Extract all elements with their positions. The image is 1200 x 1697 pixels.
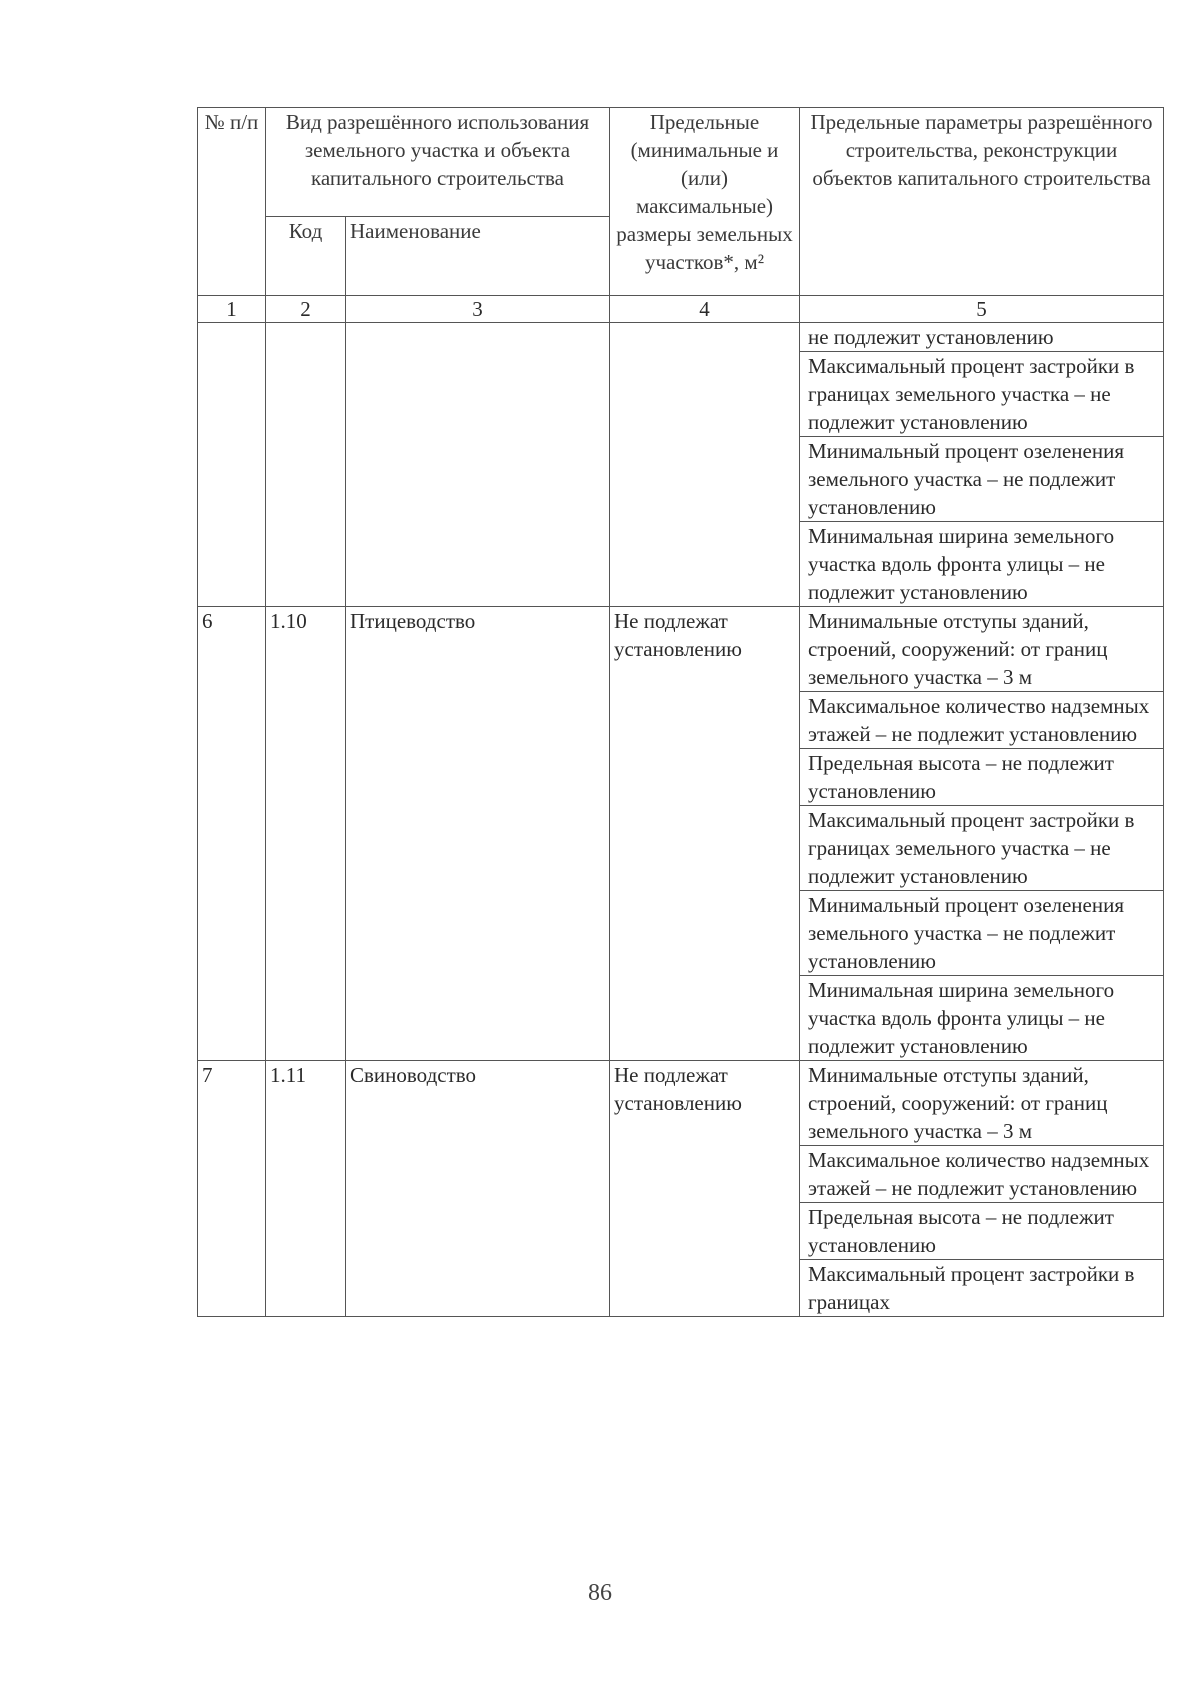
page-number: 86: [588, 1580, 612, 1606]
row-name: Птицеводство: [346, 607, 610, 1061]
param-item: Максимальный процент застройки в границах земельного участка – не подлежит установлению: [800, 806, 1163, 891]
param-item: Максимальное количество надземных этажей – не подлежит установлению: [800, 1146, 1163, 1203]
row-code: 1.10: [266, 607, 346, 1061]
param-item: Минимальный процент озеленения земельного участка – не подлежит установлению: [800, 891, 1163, 976]
param-item: Максимальный процент застройки в границах: [808, 1262, 1135, 1314]
param-item: Минимальные отступы зданий, строений, сооружений: от границ земельного участка – 3 м: [800, 607, 1163, 692]
column-number: 3: [346, 296, 610, 323]
params-cell: [800, 1061, 1164, 1317]
column-number-row: [198, 296, 1164, 323]
column-number: 5: [800, 296, 1164, 323]
param-item: Минимальный процент озеленения земельного участка – не подлежит установлению: [800, 437, 1163, 522]
param-item: Максимальное количество надземных этажей – не подлежит установлению: [800, 692, 1163, 749]
param-item: Минимальные отступы зданий, строений, сооружений: от границ земельного участка – 3 м: [800, 1061, 1163, 1146]
land-use-table: [197, 107, 1164, 1317]
header-plot-sizes: Предельные (минимальные и (или) максимальные) размеры земельных участков*, м²: [610, 108, 800, 296]
row-name: Свиноводство: [346, 1061, 610, 1317]
header-code: Код: [266, 217, 346, 296]
table-row: [198, 607, 1164, 1061]
param-item: Максимальный процент застройки в границах земельного участка – не подлежит установлению: [800, 352, 1163, 437]
param-item: Предельная высота – не подлежит установлению: [800, 749, 1163, 806]
header-number: № п/п: [198, 108, 266, 296]
header-construction-params: Предельные параметры разрешённого строительства, реконструкции объектов капитального строительства: [800, 108, 1164, 296]
column-number: 1: [198, 296, 266, 323]
param-item: Предельная высота – не подлежит установлению: [800, 1203, 1163, 1260]
param-item: Минимальная ширина земельного участка вдоль фронта улицы – не подлежит установлению: [808, 978, 1115, 1058]
header-name: Наименование: [346, 217, 610, 296]
params-cell: [800, 323, 1164, 607]
param-item: не подлежит установлению: [800, 323, 1163, 352]
row-number: 7: [198, 1061, 266, 1317]
column-number: 2: [266, 296, 346, 323]
table-row: [198, 1061, 1164, 1317]
row-code: 1.11: [266, 1061, 346, 1317]
column-number: 4: [610, 296, 800, 323]
row-sizes: Не подлежат установлению: [610, 607, 800, 1061]
table-row-continuation: [198, 323, 1164, 607]
header-row: [198, 108, 1164, 217]
header-permitted-use: Вид разрешённого использования земельного участка и объекта капитального строительства: [266, 108, 610, 217]
row-number: 6: [198, 607, 266, 1061]
param-item: Минимальная ширина земельного участка вдоль фронта улицы – не подлежит установлению: [808, 524, 1115, 604]
params-cell: [800, 607, 1164, 1061]
row-sizes: Не подлежат установлению: [610, 1061, 800, 1317]
